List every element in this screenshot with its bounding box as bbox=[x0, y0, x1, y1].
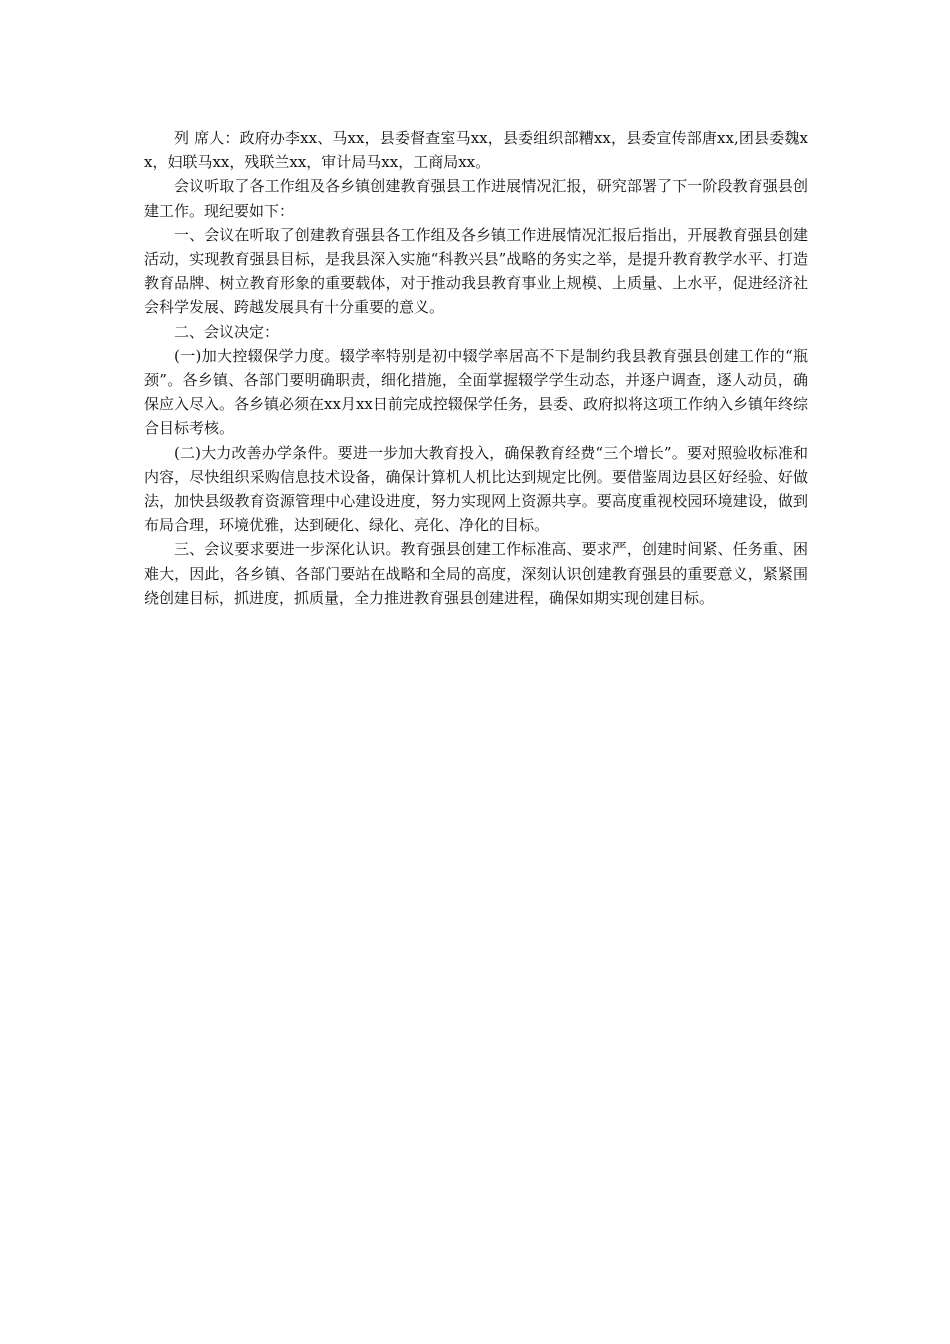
section-one-paragraph: 一、会议在听取了创建教育强县各工作组及各乡镇工作进展情况汇报后指出，开展教育强县创建活动，实现教育强县目标，是我县深入实施“科教兴县”战略的务实之举，是提升教育教学水平、打造教育品牌、树立教育形象的重要载体，对于推动我县教育事业上规模、上质量、上水平，促进经济社会科学发展、跨越发展具有十分重要的意义。 bbox=[144, 225, 808, 317]
attendees-paragraph: 列 席人：政府办李xx、马xx，县委督查室马xx，县委组织部糟xx，县委宣传部唐xx,团县委魏xx，妇联马xx，残联兰xx，审计局马xx，工商局xx。 bbox=[144, 129, 808, 172]
summary-intro-paragraph: 会议听取了各工作组及各乡镇创建教育强县工作进展情况汇报，研究部署了下一阶段教育强县创建工作。现纪要如下： bbox=[144, 177, 808, 220]
document-body bbox=[144, 126, 808, 610]
section-three-paragraph: 三、会议要求要进一步深化认识。教育强县创建工作标准高、要求严，创建时间紧、任务重、困难大，因此，各乡镇、各部门要站在战略和全局的高度，深刻认识创建教育强县的重要意义，紧紧围绕创建目标，抓进度，抓质量，全力推进教育强县创建进程，确保如期实现创建目标。 bbox=[144, 540, 808, 607]
decision-one-paragraph: (一)加大控辍保学力度。辍学率特别是初中辍学率居高不下是制约我县教育强县创建工作的“瓶颈”。各乡镇、各部门要明确职责，细化措施，全面掌握辍学学生动态，并逐户调查，逐人动员，确保应入尽入。各乡镇必须在xx月xx日前完成控辍保学任务，县委、政府拟将这项工作纳入乡镇年终综合目标考核。 bbox=[144, 346, 808, 438]
section-two-heading: 二、会议决定： bbox=[174, 322, 280, 341]
decision-two-paragraph: (二)大力改善办学条件。要进一步加大教育投入，确保教育经费“三个增长”。要对照验收标准和内容，尽快组织采购信息技术设备，确保计算机人机比达到规定比例。要借鉴周边县区好经验、好做法，加快县级教育资源管理中心建设进度，努力实现网上资源共享。要高度重视校园环境建设，做到布局合理，环境优雅，达到硬化、绿化、亮化、净化的目标。 bbox=[144, 443, 808, 535]
